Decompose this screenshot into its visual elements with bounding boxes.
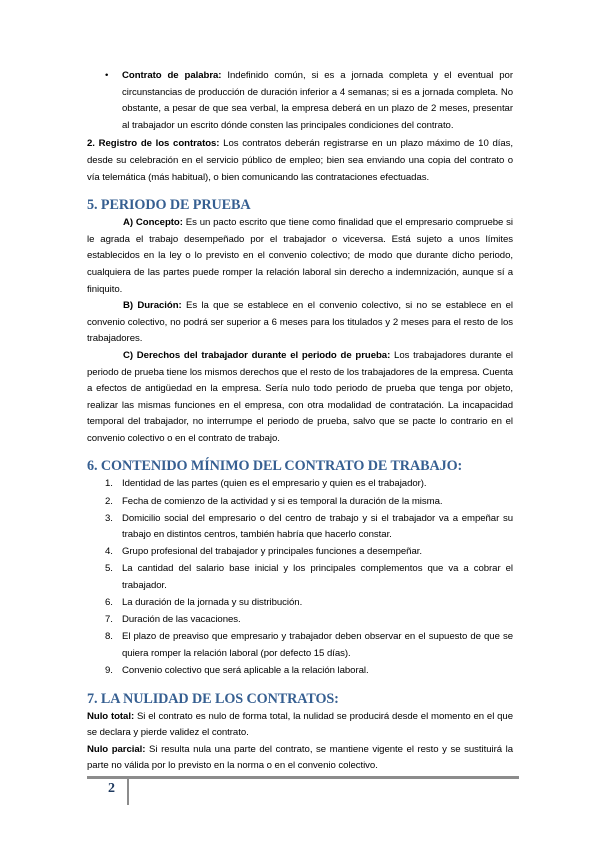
derechos-label: C) Derechos del trabajador durante el periodo de prueba: [123,349,391,361]
list-item: 3. Domicilio social del empresario o del centro de trabajo y si el trabajador va a empeñar su trabajo en distintos centros, también habría que hacerlo constar. [105,512,513,541]
section-5-heading: 5. PERIODO DE PRUEBA [87,197,251,214]
registro-label: 2. Registro de los contratos: [87,138,220,150]
concepto-text: Es un pacto escrito que tiene como finalidad que el empresario compruebe si le agrada el trabajo desempeñado por el trabajador o viceversa. Está sujeto a unos límites establecidos en la ley o lo previsto en el convenio colectivo; de modo que durante dicho periodo, cualquiera de las partes puede romper la relación laboral sin derecho a indemnización, aunque sí a finiquito. [87,217,513,295]
contenido-minimo-list [87,476,513,679]
list-item: 5. La cantidad del salario base inicial y los principales complementos que va a cobrar el trabajador. [105,563,513,592]
duracion-text: Es la que se establece en el convenio colectivo, si no se establece en el convenio colectivo, no podrá ser superior a 6 meses para los titulados y 2 meses para el resto de los trabajadores. [87,300,514,345]
list-item: 2. Fecha de comienzo de la actividad y si es temporal la duración de la misma. [105,495,443,507]
derechos-paragraph [87,348,513,448]
nulo-parcial-paragraph [87,742,513,775]
list-item: 8. El plazo de preaviso que empresario y trabajador deben observar en el supuesto de que se quiera romper la relación laboral (por defecto 15 días). [105,631,513,659]
nulo-total-text: Si el contrato es nulo de forma total, la nulidad se producirá desde el momento en el que se declara y pierde validez el contrato. [87,710,513,739]
list-item: 4. Grupo profesional del trabajador y principales funciones a desempeñar. [105,546,422,558]
concepto-label: A) Concepto: [123,217,183,229]
bullet-contrato-palabra [87,68,513,134]
list-item: 7. Duración de las vacaciones. [105,614,241,626]
nulo-parcial-text: Si resulta nula una parte del contrato, se mantiene vigente el resto y se sustituirá la parte no válida por lo previsto en la norma o en el convenio colectivo. [87,743,513,772]
footer-divider [87,776,519,779]
page-content [87,68,513,775]
list-item: 6. La duración de la jornada y su distribución. [105,597,303,609]
bullet-text: Indefinido común, si es a jornada completa y el eventual por circunstancias de producción de duración inferior a 4 semanas; si es a jornada completa. No obstante, a pesar de que sea verbal, la empresa deberá en un plazo de 2 meses, presentar al trabajador un escrito dónde consten las principales condiciones del contrato. [122,70,513,131]
derechos-text: Los trabajadores durante el periodo de prueba tiene los mismos derechos que el resto de los trabajadores de la empresa. Cuenta a efectos de antigüedad en la empresa. Sería nulo todo periodo de prueba que tenga por objeto, realizar las mismas funciones en el empresa, con otra modalidad de contratación. La incapacidad temporal del trabajador, no interrumpe el periodo de prueba, salvo que se pacte lo contrario en el convenio colectivo o en el contrato de trabajo. [87,349,514,444]
bullet-label: Contrato de palabra: [122,70,222,81]
page-number: 2 [108,781,115,796]
duracion-paragraph [87,298,513,348]
bullet-icon: • [105,70,109,81]
nulo-total-paragraph [87,709,513,742]
concepto-paragraph [87,215,513,298]
nulo-total-label: Nulo total: [87,710,135,722]
footer-vertical-divider [127,779,129,805]
section-7-heading: 7. LA NULIDAD DE LOS CONTRATOS: [87,690,339,707]
section-6-heading: 6. CONTENIDO MÍNIMO DEL CONTRATO DE TRABAJO: [87,458,463,475]
list-item: 9. Convenio colectivo que será aplicable a la relación laboral. [105,665,369,676]
list-item: 1. Identidad de las partes (quien es el empresario y quien es el trabajador). [105,478,427,490]
duracion-label: B) Duración: [123,300,182,312]
registro-paragraph [87,136,513,186]
nulo-parcial-label: Nulo parcial: [87,743,146,755]
registro-text: Los contratos deberán registrarse en un plazo máximo de 10 días, desde su celebración en el servicio público de empleo; bien sea enviando una copia del contrato o vía telemática (más habitual), o bien comunicando las contrataciones efectuadas. [87,138,514,183]
